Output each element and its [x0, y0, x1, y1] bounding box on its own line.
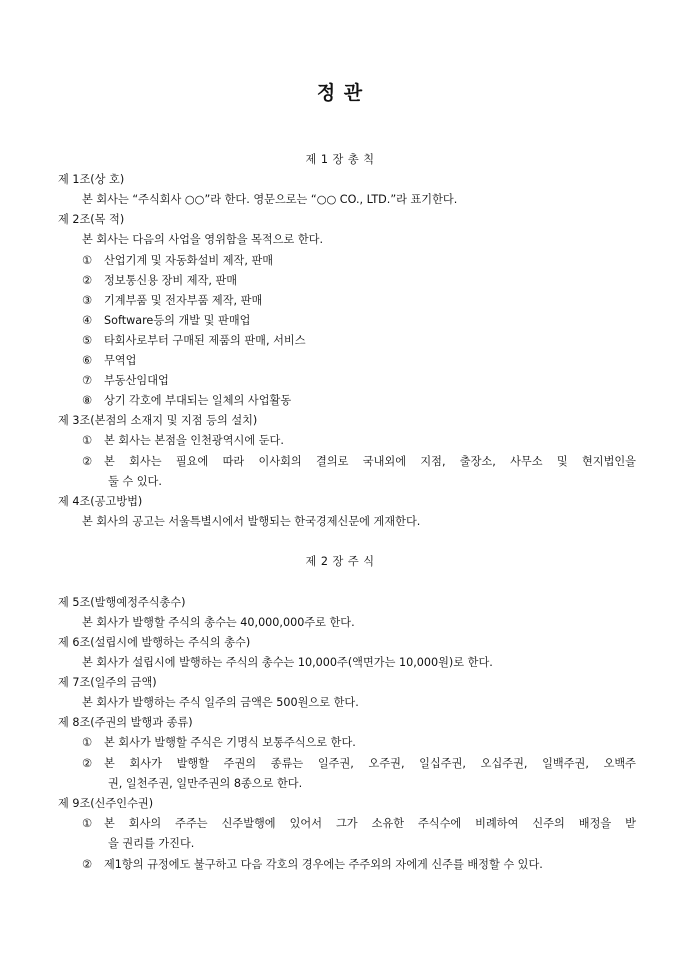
- item-number: ②: [82, 274, 93, 287]
- article-7-title: 제 7조(일주의 금액): [58, 676, 157, 689]
- article-6-title: 제 6조(설립시에 발행하는 주식의 총수): [58, 636, 251, 649]
- article-8-item-2-continued: 권, 일천주권, 일만주권의 8종으로 한다.: [108, 777, 303, 790]
- item-number: ②: [82, 858, 93, 871]
- article-9-item-2: [82, 857, 543, 873]
- article-9-title: 제 9조(신주인수권): [58, 797, 154, 810]
- article-2-item-5: [82, 333, 306, 349]
- article-8-item-1: [82, 735, 356, 751]
- article-2-item-4: [82, 313, 250, 329]
- item-number: ⑧: [82, 394, 93, 407]
- document-title: 정 관: [316, 82, 364, 104]
- article-4-body: 본 회사의 공고는 서울특별시에서 발행되는 한국경제신문에 게재한다.: [82, 515, 421, 528]
- item-text: 부동산임대업: [104, 374, 169, 387]
- article-3-title: 제 3조(본점의 소재지 및 지점 등의 설치): [58, 414, 258, 427]
- item-number: ①: [82, 434, 93, 447]
- item-number: ①: [82, 817, 93, 830]
- article-6-body: 본 회사가 설립시에 발행하는 주식의 총수는 10,000주(액면가는 10,000원)로 한다.: [82, 656, 493, 669]
- article-5-title: 제 5조(발행예정주식총수): [58, 596, 186, 609]
- item-number: ②: [82, 455, 93, 468]
- item-number: ③: [82, 294, 93, 307]
- article-4-title: 제 4조(공고방법): [58, 495, 143, 508]
- article-2-item-3: [82, 293, 262, 309]
- item-number: ④: [82, 314, 93, 327]
- article-2-item-1: [82, 253, 273, 269]
- item-text: 제1항의 규정에도 불구하고 다음 각호의 경우에는 주주외의 자에게 신주를 배정할 수 있다.: [104, 858, 543, 871]
- article-1-title: 제 1조(상 호): [58, 173, 125, 186]
- item-text: 무역업: [104, 354, 137, 367]
- article-2-item-7: [82, 373, 169, 389]
- article-3-item-1: [82, 433, 284, 449]
- item-text: 타회사로부터 구매된 제품의 판매, 서비스: [104, 334, 306, 347]
- article-8-title: 제 8조(주권의 발행과 종류): [58, 716, 193, 729]
- article-9-item-1-continued: 을 권리를 가진다.: [108, 837, 195, 850]
- item-text: 정보통신용 장비 제작, 판매: [104, 274, 238, 287]
- item-text: 본 회사의 주주는 신주발행에 있어서 그가 소유한 주식수에 비례하여 신주의 배정을 받: [104, 817, 636, 830]
- article-2-item-6: [82, 353, 136, 369]
- item-number: ⑦: [82, 374, 93, 387]
- article-1-body: 본 회사는 “주식회사 ○○”라 한다. 영문으로는 “○○ CO., LTD.”라 표기한다.: [82, 193, 458, 206]
- item-text: 본 회사는 본점을 인천광역시에 둔다.: [104, 434, 284, 447]
- item-number: ⑤: [82, 334, 93, 347]
- article-7-body: 본 회사가 발행하는 주식 일주의 금액은 500원으로 한다.: [82, 696, 359, 709]
- item-number: ⑥: [82, 354, 93, 367]
- item-text: 본 회사가 발행할 주식은 기명식 보통주식으로 한다.: [104, 736, 356, 749]
- article-5-body: 본 회사가 발행할 주식의 총수는 40,000,000주로 한다.: [82, 616, 355, 629]
- article-2-body: 본 회사는 다음의 사업을 영위함을 목적으로 한다.: [82, 233, 324, 246]
- article-8-item-2: [82, 756, 636, 772]
- item-text: 산업기계 및 자동화설비 제작, 판매: [104, 254, 274, 267]
- item-number: ①: [82, 254, 93, 267]
- chapter-1-heading: 제 1 장 총 칙: [305, 153, 375, 166]
- item-number: ②: [82, 757, 93, 770]
- item-text: Software등의 개발 및 판매업: [104, 314, 251, 327]
- item-text: 상기 각호에 부대되는 일체의 사업활동: [104, 394, 292, 407]
- article-3-item-2: [82, 454, 636, 470]
- item-text: 본 회사가 발행할 주권의 종류는 일주권, 오주권, 일십주권, 오십주권, 일백주권, 오백주: [104, 757, 636, 770]
- item-text: 기계부품 및 전자부품 제작, 판매: [104, 294, 263, 307]
- article-3-item-2-continued: 둘 수 있다.: [108, 475, 162, 488]
- item-number: ①: [82, 736, 93, 749]
- article-2-title: 제 2조(목 적): [58, 213, 125, 226]
- chapter-2-heading: 제 2 장 주 식: [305, 555, 375, 568]
- article-9-item-1: [82, 816, 636, 832]
- item-text: 본 회사는 필요에 따라 이사회의 결의로 국내외에 지점, 출장소, 사무소 및 현지법인을: [104, 455, 636, 468]
- article-2-item-2: [82, 273, 237, 289]
- article-2-item-8: [82, 393, 291, 409]
